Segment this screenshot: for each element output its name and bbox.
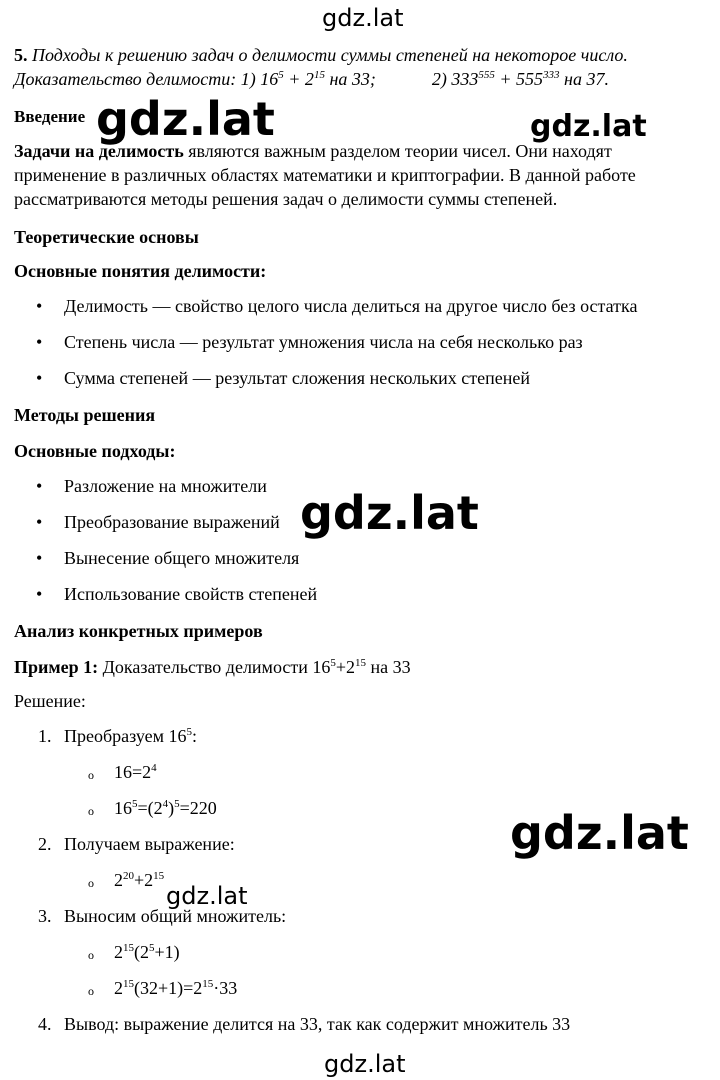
list-item: Делимость — свойство целого числа делиться на другое число без остатка [64, 296, 638, 316]
list-item: Преобразование выражений [64, 512, 280, 532]
circle-bullet-icon: o [88, 876, 94, 890]
bullet-icon: • [36, 296, 43, 316]
list-item: Вынесение общего множителя [64, 548, 300, 568]
circle-bullet-icon: o [88, 948, 94, 962]
bullet-icon: • [36, 368, 43, 388]
step-number: 2. [38, 834, 52, 854]
bullet-icon: • [36, 584, 43, 604]
watermark-top: gdz.lat [322, 4, 404, 32]
methods-subheading: Основные подходы: [14, 441, 176, 461]
bullet-icon: • [36, 476, 43, 496]
task-title [14, 44, 628, 66]
circle-bullet-icon: o [88, 768, 94, 782]
watermark-small-middle: gdz.lat [166, 882, 248, 910]
solution-label: Решение: [14, 691, 86, 711]
step-1-text: Преобразуем $16^5$: [64, 726, 198, 746]
step-4-text: Вывод: выражение делится на 33, так как содержит множитель 33 [64, 1014, 571, 1034]
step-1-a: $16=2^4$ [114, 762, 157, 782]
intro-line-3: рассматриваются методы решения задач о делимости суммы степеней. [14, 189, 558, 209]
task-statement: Доказательство делимости: 1) $16^5 + 2^{15}$ на 33; 2) $333^{555} + 555^{333}$ на 37. [14, 69, 609, 89]
circle-bullet-icon: o [88, 804, 94, 818]
intro-line-1: Задачи на делимость являются важным разделом теории чисел. Они находят [14, 141, 612, 161]
watermark-right-lower: gdz.lat [510, 806, 689, 860]
step-2-a: $2^{20}+2^{15}$ [114, 870, 165, 890]
watermark-intro-left: gdz.lat [96, 92, 275, 146]
list-item: Сумма степеней — результат сложения нескольких степеней [64, 368, 531, 388]
step-number: 4. [38, 1014, 52, 1034]
task-number: 5. [14, 45, 28, 65]
bullet-icon: • [36, 548, 43, 568]
theory-heading: Теоретические основы [14, 227, 199, 247]
list-item: Степень числа — результат умножения числа на себя несколько раз [64, 332, 583, 352]
bullet-icon: • [36, 512, 43, 532]
analysis-heading: Анализ конкретных примеров [14, 621, 263, 641]
step-number: 3. [38, 906, 52, 926]
watermark-methods: gdz.lat [300, 486, 479, 540]
step-1-b: $16^5=(2^4)^5=220$ [114, 798, 217, 818]
list-item: Использование свойств степеней [64, 584, 318, 604]
step-3-text: Выносим общий множитель: [64, 906, 287, 926]
intro-line-2: применение в различных областях математики и криптографии. В данной работе [14, 165, 636, 185]
theory-subheading: Основные понятия делимости: [14, 261, 267, 281]
watermark-intro-right: gdz.lat [530, 109, 647, 144]
step-2-text: Получаем выражение: [64, 834, 235, 854]
step-number: 1. [38, 726, 52, 746]
intro-heading: Введение [14, 107, 86, 126]
circle-bullet-icon: o [88, 984, 94, 998]
example-1: Пример 1: Доказательство делимости $16^5+2^{15}$ на 33 [14, 657, 411, 677]
methods-heading: Методы решения [14, 405, 156, 425]
watermark-bottom: gdz.lat [324, 1050, 406, 1078]
step-3-a: $2^{15}(2^5+1)$ [114, 942, 180, 962]
bullet-icon: • [36, 332, 43, 352]
task-title-text: Подходы к решению задач о делимости суммы степеней на некоторое число. [32, 45, 628, 65]
step-3-b: $2^{15}(32+1)=2^{15}\cdot 33$ [114, 978, 238, 998]
list-item: Разложение на множители [64, 476, 267, 496]
